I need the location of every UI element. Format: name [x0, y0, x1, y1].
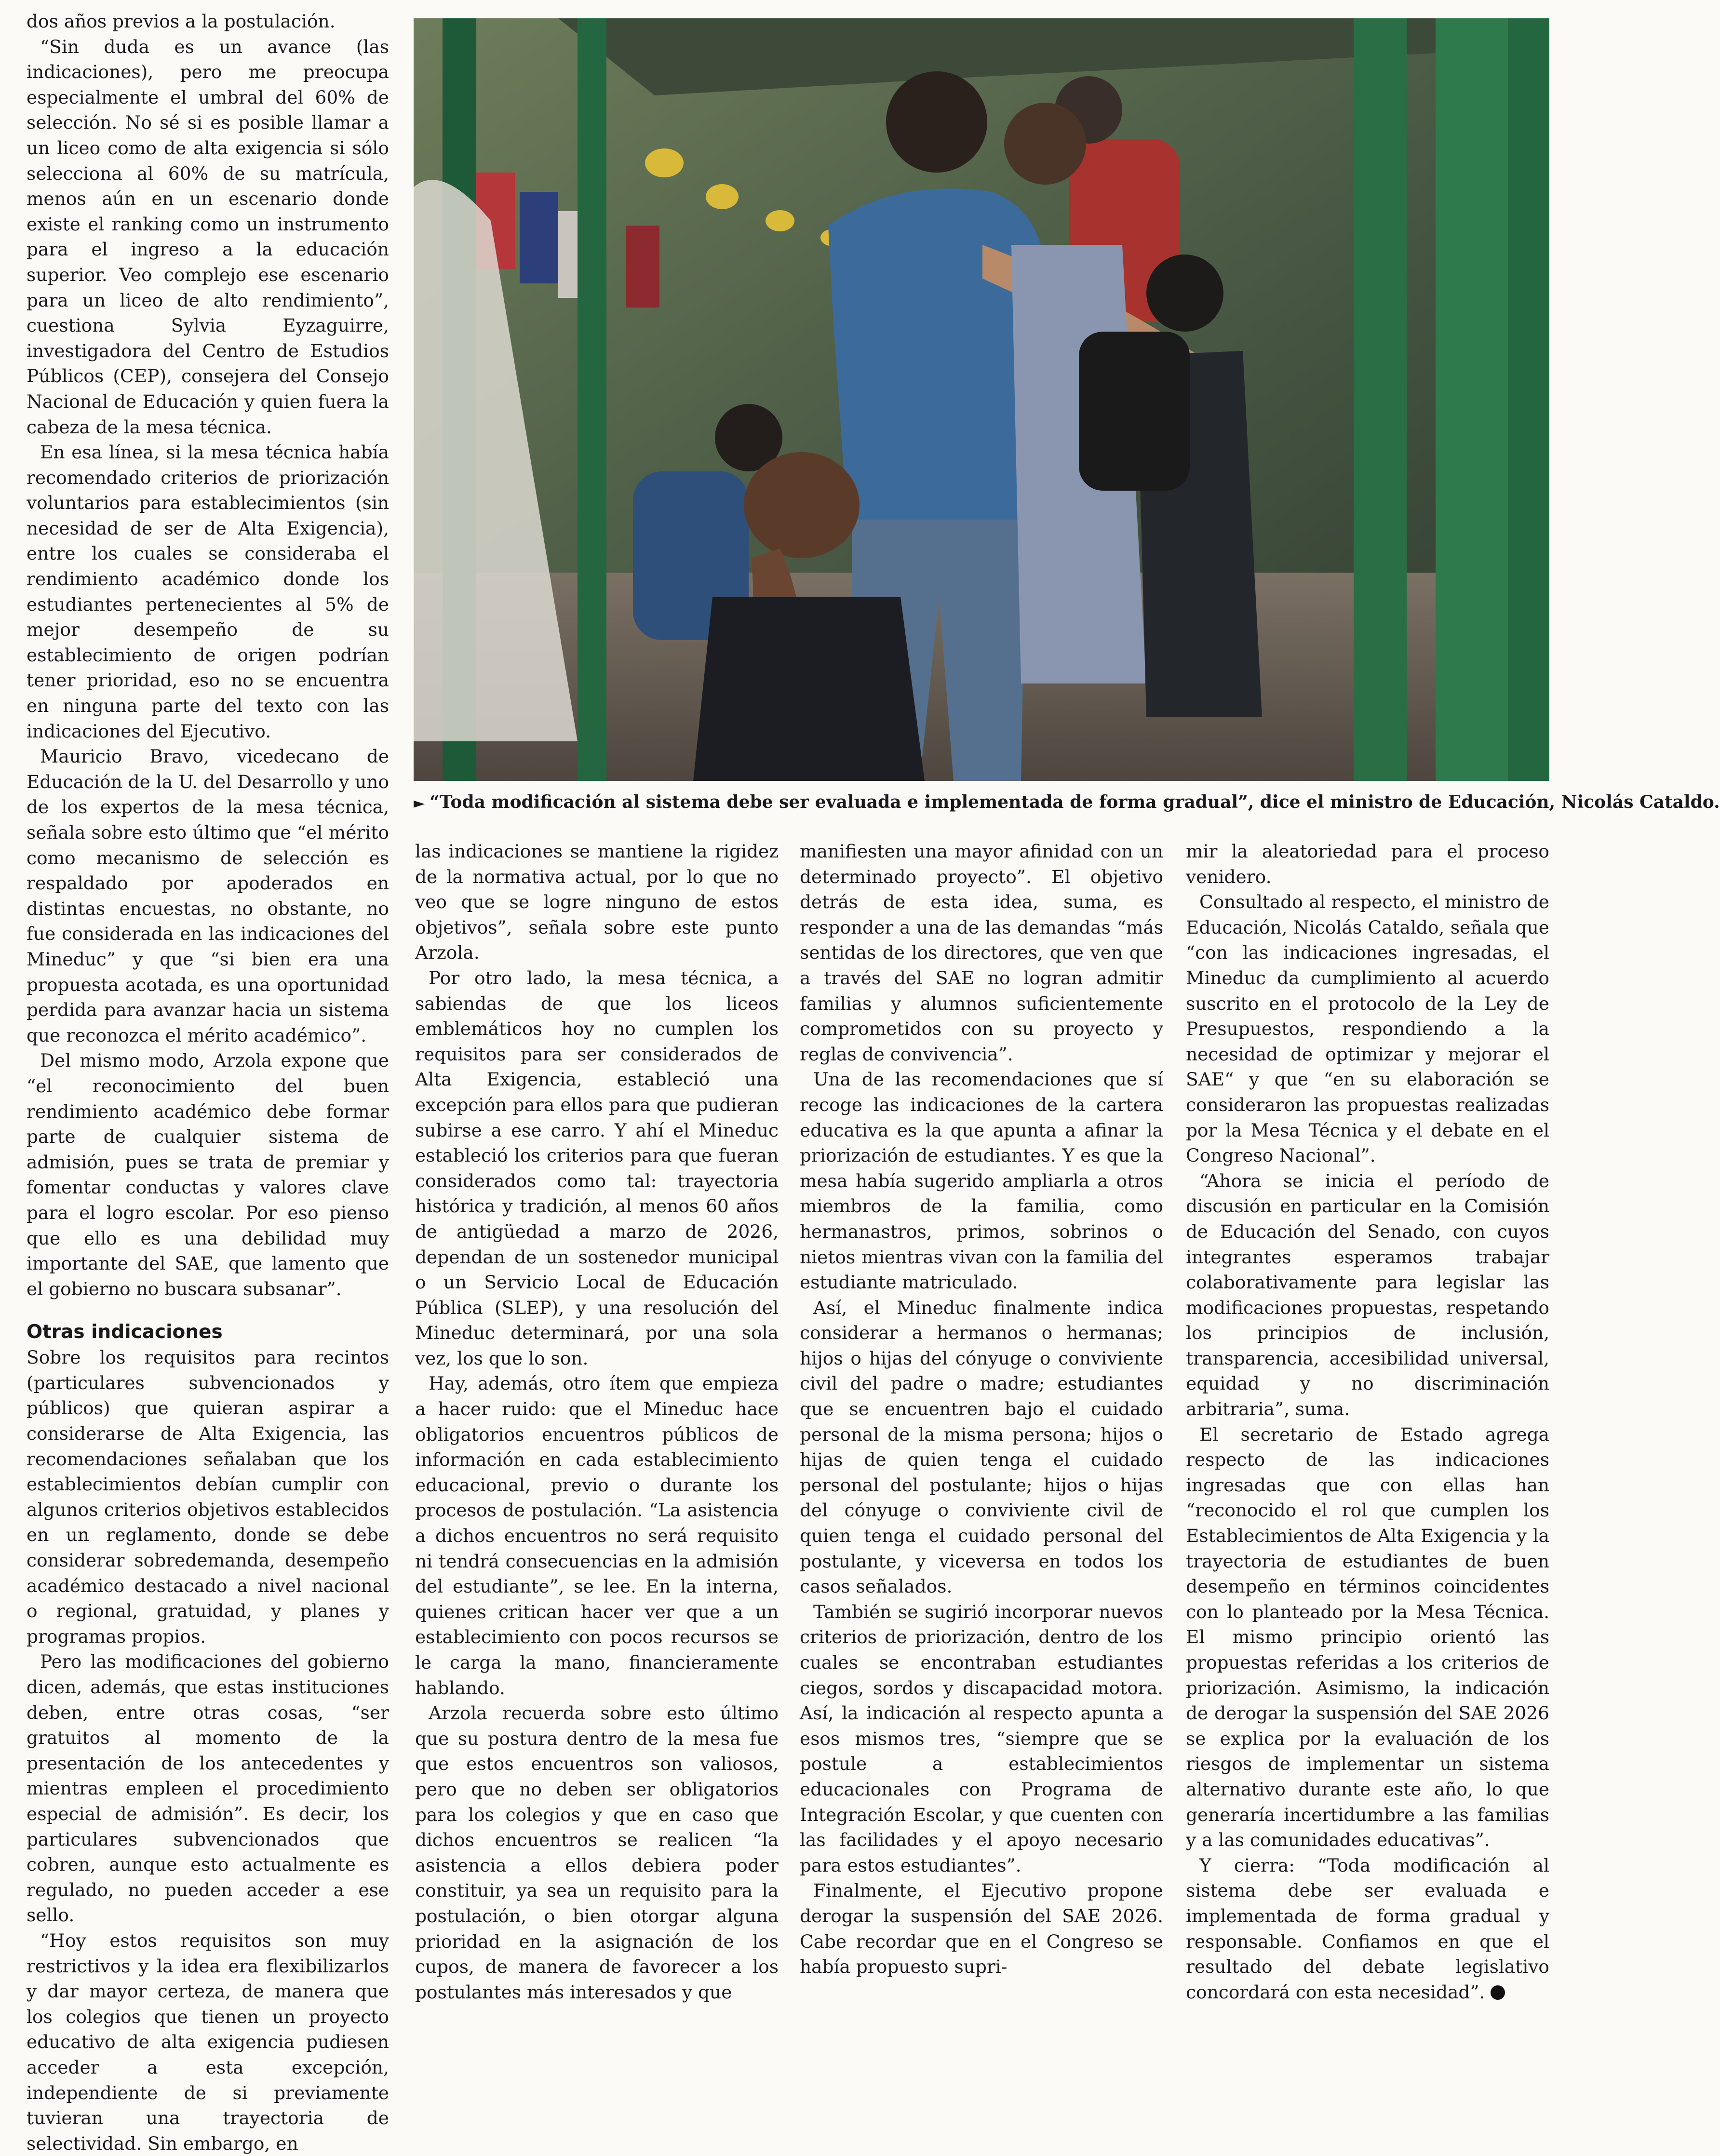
paragraph: mir la aleatoriedad para el proceso venidero.: [1186, 841, 1549, 887]
paragraph: El secretario de Estado agrega respecto de las indicaciones ingresadas que con ellas han “reconocido el rol que cumplen los Establecimientos de Alta Exigencia y la trayectoria de estudiantes de buen desempeño en términos coincidentes con lo planteado por la Mesa Técnica. El mismo principio orientó las propuestas referidas a los criterios de priorización. Asimismo, la indicación de derogar la suspensión del SAE 2026 se explica por la evaluación de los riesgos de implementar un sistema alternativo durante este año, lo que generaría incertidumbre a las familias y a las comunidades educativas”.: [1186, 1423, 1549, 1851]
paragraph: “Sin duda es un avance (las indicaciones), pero me preocupa especialmente el umbral del 60% de selección. No sé si es posible llamar a un liceo como de alta exigencia si sólo selecciona al 60% de su matrícula, menos aún en un escenario donde existe el ranking como un instrumento para el ingreso a la educación superior. Veo complejo ese escenario para un liceo de alto rendimiento”, cuestiona Sylvia Eyzaguirre, investigadora del Centro de Estudios Públicos (CEP), consejera del Consejo Nacional de Educación y quien fuera la cabeza de la mesa técnica.: [27, 36, 389, 438]
caption-marker-icon: ►: [414, 795, 425, 812]
article-column-4: [1186, 839, 1549, 2005]
caption-text: “Toda modificación al sistema debe ser evaluada e implementada de forma gradual”, dice el ministro de Educación, Nicolás Cataldo.: [430, 792, 1720, 812]
photo-caption: [414, 790, 1720, 815]
article-column-3: [800, 839, 1163, 1980]
article-photo: [414, 18, 1549, 781]
paragraph: las indicaciones se mantiene la rigidez de la normativa actual, por lo que no veo que se logre ninguno de estos objetivos”, señala sobre este punto Arzola.: [415, 841, 779, 964]
paragraph: Sobre los requisitos para recintos (particulares subvencionados y públicos) que quieran aspirar a considerarse de Alta Exigencia, las recomendaciones señalaban que los establecimientos debían cumplir con algunos criterios objetivos establecidos en un reglamento, donde se debe considerar sobredemanda, desempeño académico destacado a nivel nacional o regional, gratuidad, y planes y programas propios.: [27, 1347, 389, 1647]
paragraph: Mauricio Bravo, vicedecano de Educación de la U. del Desarrollo y uno de los expertos de la mesa técnica, señala sobre esto último que “el mérito como mecanismo de selección es respaldado por apoderados en distintas encuestas, no obstante, no fue considerada en las indicaciones del Mineduc” y que “si bien era una propuesta acotada, es una oportunidad perdida para avanzar hacia un sistema que reconozca el mérito académico”.: [27, 746, 389, 1046]
article-column-2: [415, 839, 779, 2005]
paragraph: Hay, además, otro ítem que empieza a hacer ruido: que el Mineduc hace obligatorios encuentros públicos de información en cada establecimiento educacional, previo o durante los procesos de postulación. “La asistencia a dichos encuentros no será requisito ni tendrá consecuencias en la admisión del estudiante”, se lee. En la interna, quienes critican hacer ver que a un establecimiento con pocos recursos se le carga la mano, financieramente hablando.: [415, 1373, 779, 1699]
paragraph: Finalmente, el Ejecutivo propone derogar la suspensión del SAE 2026. Cabe recordar que en el Congreso se había propuesto supri-: [800, 1880, 1163, 1978]
article-column-1: [27, 9, 389, 2156]
paragraph: Arzola recuerda sobre esto último que su postura dentro de la mesa fue que estos encuentros son valiosos, pero que no deben ser obligatorios para los colegios y que en caso que dichos encuentros se realicen “la asistencia a ellos debiera poder constituir, ya sea un requisito para la postulación, o bien otorgar alguna prioridad en la asignación de los cupos, de manera de favorecer a los postulantes más interesados y que: [415, 1702, 779, 2003]
paragraph: Consultado al respecto, el ministro de Educación, Nicolás Cataldo, señala que “con las indicaciones ingresadas, el Mineduc da cumplimiento al acuerdo suscrito en el protocolo de la Ley de Presupuestos, respondiendo a la necesidad de optimizar y mejorar el SAE“ y que “en su elaboración se consideraron las propuestas realizadas por la Mesa Técnica y el debate en el Congreso Nacional”.: [1186, 891, 1549, 1166]
paragraph: Así, el Mineduc finalmente indica considerar a hermanos o hermanas; hijos o hijas del cónyuge o conviviente civil del padre o madre; estudiantes que se encuentren bajo el cuidado personal de la misma persona; hijos o hijas de quien tenga el cuidado personal del postulante; hijos o hijas del cónyuge o conviviente civil de quien tenga el cuidado personal del postulante, y viceversa en todos los casos señalados.: [800, 1297, 1163, 1597]
paragraph: Por otro lado, la mesa técnica, a sabiendas de que los liceos emblemáticos hoy no cumplen los requisitos para ser considerados de Alta Exigencia, estableció una excepción para ellos para que pudieran subirse a ese carro. Y ahí el Mineduc estableció los criterios para que fueran considerados como tal: trayectoria histórica y tradición, al menos 60 años de antigüedad a marzo de 2026, dependan de un sostenedor municipal o un Servicio Local de Educación Pública (SLEP), y una resolución del Mineduc determinará, por una sola vez, los que lo son.: [415, 967, 779, 1369]
paragraph: “Hoy estos requisitos son muy restrictivos y la idea era flexibilizarlos y dar mayor certeza, de manera que los colegios que tienen un proyecto educativo de alta exigencia pudiesen acceder a esta excepción, independiente de si previamente tuvieran una trayectoria de selectividad. Sin embargo, en: [27, 1929, 389, 2154]
paragraph: Del mismo modo, Arzola expone que “el reconocimiento del buen rendimiento académico debe formar parte de cualquier sistema de admisión, pues se trata de premiar y fomentar conductas y valores clave para el logro escolar. Por eso pienso que ello es una debilidad muy importante del SAE, que lamento que el gobierno no buscara subsanar”.: [27, 1050, 389, 1299]
paragraph: Una de las recomendaciones que sí recoge las indicaciones de la cartera educativa es la que apunta a afinar la priorización de estudiantes. Y es que la mesa había sugerido ampliarla a otros miembros de la familia, como hermanastros, primos, sobrinos o nietos mientras vivan con la familia del estudiante matriculado.: [800, 1069, 1163, 1293]
paragraph: También se sugirió incorporar nuevos criterios de priorización, dentro de los cuales se encontraban estudiantes ciegos, sordos y discapacidad motora. Así, la indicación al respecto apunta a esos mismos tres, “siempre que se postule a establecimientos educacionales con Programa de Integración Escolar, y que cuenten con las facilidades y el apoyo necesario para estos estudiantes”.: [800, 1601, 1163, 1876]
paragraph: En esa línea, si la mesa técnica había recomendado criterios de priorización voluntarios para establecimientos (sin necesidad de ser de Alta Exigencia), entre los cuales se consideraba el rendimiento académico donde los estudiantes pertenecientes al 5% de mejor desempeño de su establecimiento de origen podrían tener prioridad, eso no se encuentra en ninguna parte del texto con las indicaciones del Ejecutivo.: [27, 442, 389, 742]
paragraph: Pero las modificaciones del gobierno dicen, además, que estas instituciones deben, entre otras cosas, “ser gratuitos al momento de la presentación de los antecedentes y mientras empleen el procedimiento especial de admisión”. Es decir, los particulares subvencionados que cobren, aunque esto actualmente es regulado, no pueden acceder a ese sello.: [27, 1651, 389, 1926]
subheading: Otras indicaciones: [27, 1321, 223, 1343]
paragraph: “Ahora se inicia el período de discusión en particular en la Comisión de Educación del Senado, con cuyos integrantes esperamos trabajar colaborativamente para legislar las modificaciones propuestas, respetando los principios de inclusión, transparencia, accesibilidad universal, equidad y no discriminación arbitraria”, suma.: [1186, 1170, 1549, 1420]
paragraph: dos años previos a la postulación.: [27, 11, 336, 32]
paragraph: [1186, 1853, 1549, 2005]
end-of-article-icon: [1491, 1985, 1505, 2000]
paragraph: manifiesten una mayor afinidad con un determinado proyecto”. El objetivo detrás de esta idea, suma, es responder a una de las demandas “más sentidas de los directores, que ven que a través del SAE no logran admitir familias y alumnos suficientemente comprometidos con su proyecto y reglas de convivencia”.: [800, 841, 1163, 1065]
closing-paragraph-text: Y cierra: “Toda modificación al sistema debe ser evaluada e implementada de forma gradual y responsable. Confiamos en que el resultado del debate legislativo concordará con esta necesidad”.: [1186, 1854, 1549, 2003]
